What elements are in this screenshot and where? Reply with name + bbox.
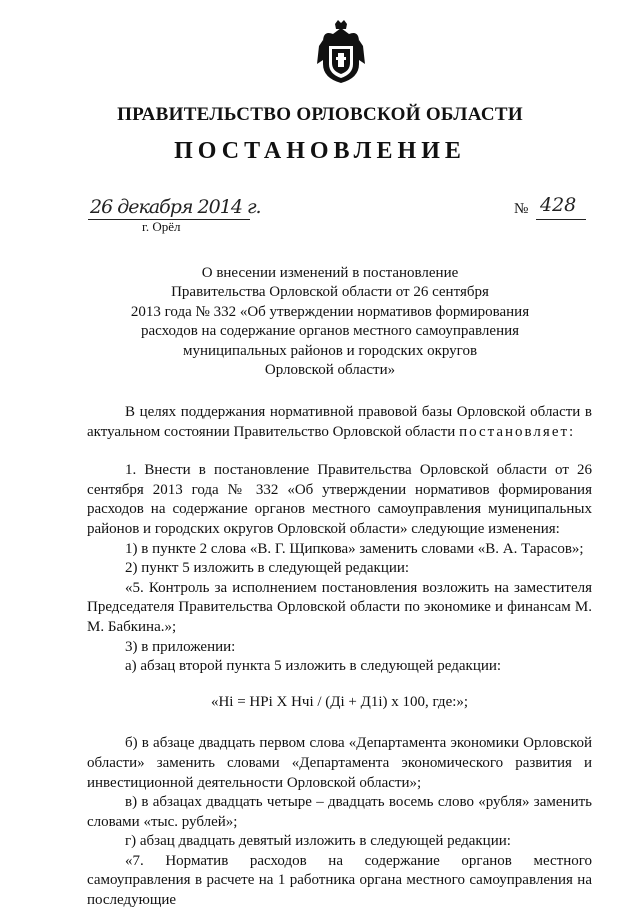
paragraph-1: 1. Внести в постановление Правительства Орловской области от 26 сентября 2013 года № 332 «Об утверждении нормативов формирования расходов на содержание органов местного самоуправления муниципальных районов и городских округов Орловской области» следующие изменения:	[87, 462, 592, 537]
subject-line: О внесении изменений в постановление	[201, 265, 459, 281]
item-3v: в) в абзацах двадцать четыре – двадцать восемь слово «рубля» заменить словами «тыс. рублей»;	[87, 794, 592, 830]
item-3b: б) в абзаце двадцать первом слова «Департамента экономики Орловской области» заменить словами «Департамента экономического развития и инвестиционной деятельности Орловской области»;	[87, 735, 592, 791]
subject-line: расходов на содержание органов местного самоуправления	[140, 323, 520, 340]
subject-line: Правительства Орловской области от 26 сентября	[171, 284, 489, 301]
item-3a: а) абзац второй пункта 5 изложить в следующей редакции:	[125, 658, 502, 675]
subject-line: Орловской области»	[264, 362, 396, 379]
item-3g: г) абзац двадцать девятый изложить в следующей редакции:	[125, 833, 511, 850]
item-1: 1) в пункте 2 слова «В. Г. Щипкова» заменить словами «В. А. Тарасов»;	[125, 540, 584, 557]
item-3g-quote: «7. Норматив расходов на содержание органов местного самоуправления в расчете на 1 работника органа местного самоуправления на последующие	[87, 852, 592, 909]
coat-of-arms-emblem	[313, 20, 369, 84]
handwritten-date: 26 декабря 2014 г.	[90, 196, 261, 218]
item-2: 2) пункт 5 изложить в следующей редакции:	[125, 560, 410, 577]
intro-text: В целях поддержания нормативной правовой базы Орловской области в актуальном состоянии Правительство Орловской области	[87, 404, 592, 440]
organization-title: ПРАВИТЕЛЬСТВО ОРЛОВСКОЙ ОБЛАСТИ	[117, 104, 523, 125]
document-body	[87, 403, 592, 911]
city-label: г. Орёл	[142, 219, 181, 234]
subject-line: 2013 года № 332 «Об утверждении нормативов формирования	[130, 303, 530, 320]
item-3: 3) в приложении:	[125, 638, 236, 655]
item-2-quote: «5. Контроль за исполнением постановления возложить на заместителя Председателя Правительства Орловской области по экономике и финансам М. М. Бабкина.»;	[87, 579, 592, 635]
subject-line: муниципальных районов и городских округов	[182, 342, 478, 359]
formula: «Hi = HPi X Hчi / (Дi + Д1i) x 100, где:»;	[210, 693, 469, 710]
number-label: №	[514, 201, 529, 217]
number-underline	[536, 219, 586, 220]
intro-paragraph	[87, 403, 592, 442]
handwritten-number: 428	[540, 194, 577, 216]
document-subject	[120, 264, 540, 380]
intro-keyword: постановляет	[459, 423, 570, 440]
document-type-title: ПОСТАНОВЛЕНИЕ	[174, 138, 466, 164]
intro-end: :	[569, 423, 574, 440]
